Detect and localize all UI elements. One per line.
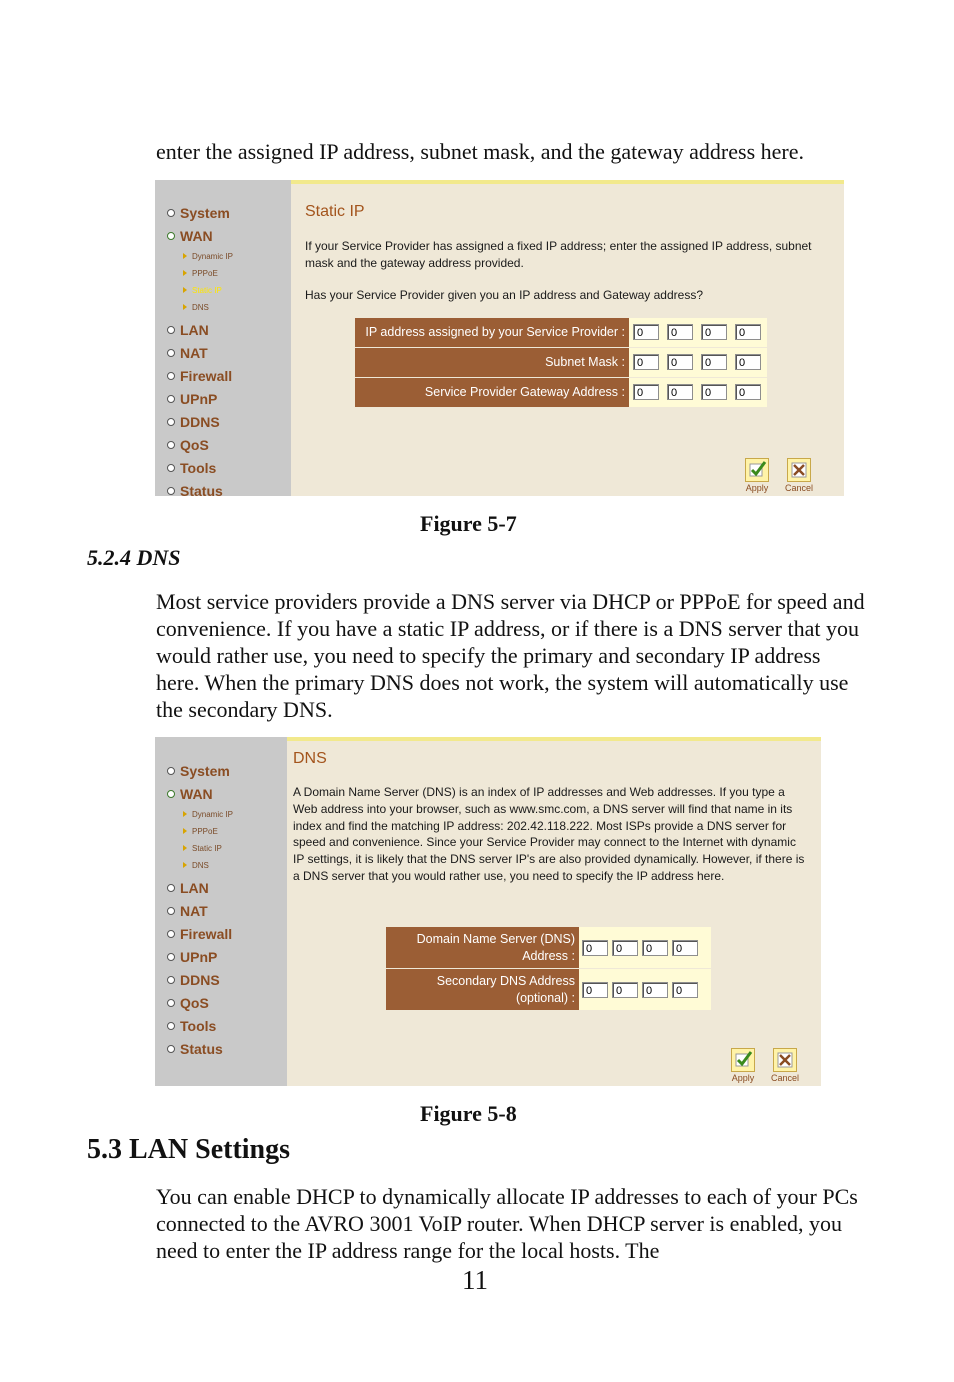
ip-octet-4[interactable]: 0 xyxy=(735,324,761,340)
static-ip-screenshot xyxy=(155,180,844,496)
nav-item-firewall[interactable]: Firewall xyxy=(167,926,232,942)
gateway-row xyxy=(355,378,767,407)
figure-caption: Figure 5-7 xyxy=(420,511,517,536)
apply-label: Apply xyxy=(745,483,769,493)
ip-octet-3[interactable]: 0 xyxy=(701,324,727,340)
gateway-octet-2[interactable]: 0 xyxy=(667,384,693,400)
primary-dns-label: Domain Name Server (DNS) Address : xyxy=(386,927,579,968)
cancel-button[interactable] xyxy=(771,1048,799,1083)
dns-screenshot xyxy=(155,737,821,1086)
nav-item-tools[interactable]: Tools xyxy=(167,460,216,476)
checkmark-icon xyxy=(745,458,769,482)
gateway-octet-4[interactable]: 0 xyxy=(735,384,761,400)
cancel-button[interactable] xyxy=(785,458,813,493)
sidebar xyxy=(155,180,291,496)
nav-item-system[interactable]: System xyxy=(167,205,230,221)
section-heading: 5.3 LAN Settings xyxy=(87,1134,291,1165)
subnav-pppoe[interactable]: PPPoE xyxy=(183,827,218,836)
secondary-dns-row xyxy=(386,969,711,1010)
secondary-dns-octet-4[interactable]: 0 xyxy=(672,982,698,998)
ip-octet-1[interactable]: 0 xyxy=(633,324,659,340)
subnet-mask-row xyxy=(355,348,767,377)
question-text: Has your Service Provider given you an IP address and Gateway address? xyxy=(305,288,703,302)
nav-item-lan[interactable]: LAN xyxy=(167,880,209,896)
lan-paragraph: You can enable DHCP to dynamically allocate IP addresses to each of your PCs connected to the AVRO 3001 VoIP router. When DHCP server is enabled, you need to enter the IP address range for the local hosts. The xyxy=(156,1184,858,1263)
primary-dns-octet-1[interactable]: 0 xyxy=(582,940,608,956)
secondary-dns-octet-2[interactable]: 0 xyxy=(612,982,638,998)
page-number: 11 xyxy=(462,1265,488,1295)
subnav-static-ip[interactable]: Static IP xyxy=(183,286,222,295)
mask-octet-4[interactable]: 0 xyxy=(735,354,761,370)
apply-button[interactable] xyxy=(743,458,771,493)
nav-item-status[interactable]: Status xyxy=(167,483,223,496)
nav-item-qos[interactable]: QoS xyxy=(167,995,209,1011)
mask-octet-2[interactable]: 0 xyxy=(667,354,693,370)
subnav-dns[interactable]: DNS xyxy=(183,303,209,312)
subnet-mask-label: Subnet Mask : xyxy=(355,348,629,377)
page-title: DNS xyxy=(293,750,327,767)
subnav-dynamic-ip[interactable]: Dynamic IP xyxy=(183,252,233,261)
description: A Domain Name Server (DNS) is an index of IP addresses and Web addresses. If you type a Web address into your browser, such as www.smc.com, a DNS server will find that name in its index and find the matching IP address: 202.42.118.222. Most ISPs provide a DNS server for speed and convenience. Since your Service Provider may connect to the Internet with dynamic IP settings, it is likely that the DNS server IP's are also provided dynamically. However, if there is a DNS server that you would rather use, you need to specify the IP address here. xyxy=(293,785,805,883)
cancel-label: Cancel xyxy=(785,483,814,493)
description: If your Service Provider has assigned a fixed IP address; enter the assigned IP address, subnet mask and the gateway address provided. xyxy=(305,239,812,270)
checkmark-icon xyxy=(731,1048,755,1072)
nav-item-upnp[interactable]: UPnP xyxy=(167,949,217,965)
intro-text: enter the assigned IP address, subnet mask, and the gateway address here. xyxy=(156,139,804,164)
cancel-label: Cancel xyxy=(771,1073,800,1083)
nav-item-lan[interactable]: LAN xyxy=(167,322,209,338)
nav-item-ddns[interactable]: DDNS xyxy=(167,414,220,430)
apply-button[interactable] xyxy=(729,1048,757,1083)
nav-item-qos[interactable]: QoS xyxy=(167,437,209,453)
primary-dns-row xyxy=(386,927,711,968)
ip-address-label: IP address assigned by your Service Provider : xyxy=(355,318,629,347)
subnav-dynamic-ip[interactable]: Dynamic IP xyxy=(183,810,233,819)
nav-item-nat[interactable]: NAT xyxy=(167,345,208,361)
nav-item-ddns[interactable]: DDNS xyxy=(167,972,220,988)
nav-item-wan[interactable]: WAN xyxy=(167,228,213,244)
nav-item-tools[interactable]: Tools xyxy=(167,1018,216,1034)
nav-item-system[interactable]: System xyxy=(167,763,230,779)
ip-octet-2[interactable]: 0 xyxy=(667,324,693,340)
secondary-dns-octet-1[interactable]: 0 xyxy=(582,982,608,998)
mask-octet-3[interactable]: 0 xyxy=(701,354,727,370)
secondary-dns-octet-3[interactable]: 0 xyxy=(642,982,668,998)
nav-item-firewall[interactable]: Firewall xyxy=(167,368,232,384)
subnav-pppoe[interactable]: PPPoE xyxy=(183,269,218,278)
primary-dns-octet-4[interactable]: 0 xyxy=(672,940,698,956)
mask-octet-1[interactable]: 0 xyxy=(633,354,659,370)
ip-address-row xyxy=(355,318,767,347)
gateway-octet-1[interactable]: 0 xyxy=(633,384,659,400)
subnav-dns[interactable]: DNS xyxy=(183,861,209,870)
nav-item-nat[interactable]: NAT xyxy=(167,903,208,919)
gateway-octet-3[interactable]: 0 xyxy=(701,384,727,400)
dns-paragraph: Most service providers provide a DNS server via DHCP or PPPoE for speed and convenience. If you have a static IP address, or if there is a DNS server that you would rather use, you need to specify the primary and secondary IP address here. When the primary DNS does not work, the system will automatically use the secondary DNS. xyxy=(156,589,865,722)
close-icon xyxy=(773,1048,797,1072)
subnav-static-ip[interactable]: Static IP xyxy=(183,844,222,853)
close-icon xyxy=(787,458,811,482)
page-title: Static IP xyxy=(305,203,365,220)
secondary-dns-label: Secondary DNS Address (optional) : xyxy=(386,969,579,1010)
primary-dns-octet-3[interactable]: 0 xyxy=(642,940,668,956)
sidebar xyxy=(155,737,287,1086)
figure-caption: Figure 5-8 xyxy=(420,1101,517,1126)
apply-label: Apply xyxy=(731,1073,755,1083)
nav-item-wan[interactable]: WAN xyxy=(167,786,213,802)
nav-item-status[interactable]: Status xyxy=(167,1041,223,1057)
nav-item-upnp[interactable]: UPnP xyxy=(167,391,217,407)
section-heading: 5.2.4 DNS xyxy=(87,545,181,570)
primary-dns-octet-2[interactable]: 0 xyxy=(612,940,638,956)
gateway-label: Service Provider Gateway Address : xyxy=(355,378,629,407)
